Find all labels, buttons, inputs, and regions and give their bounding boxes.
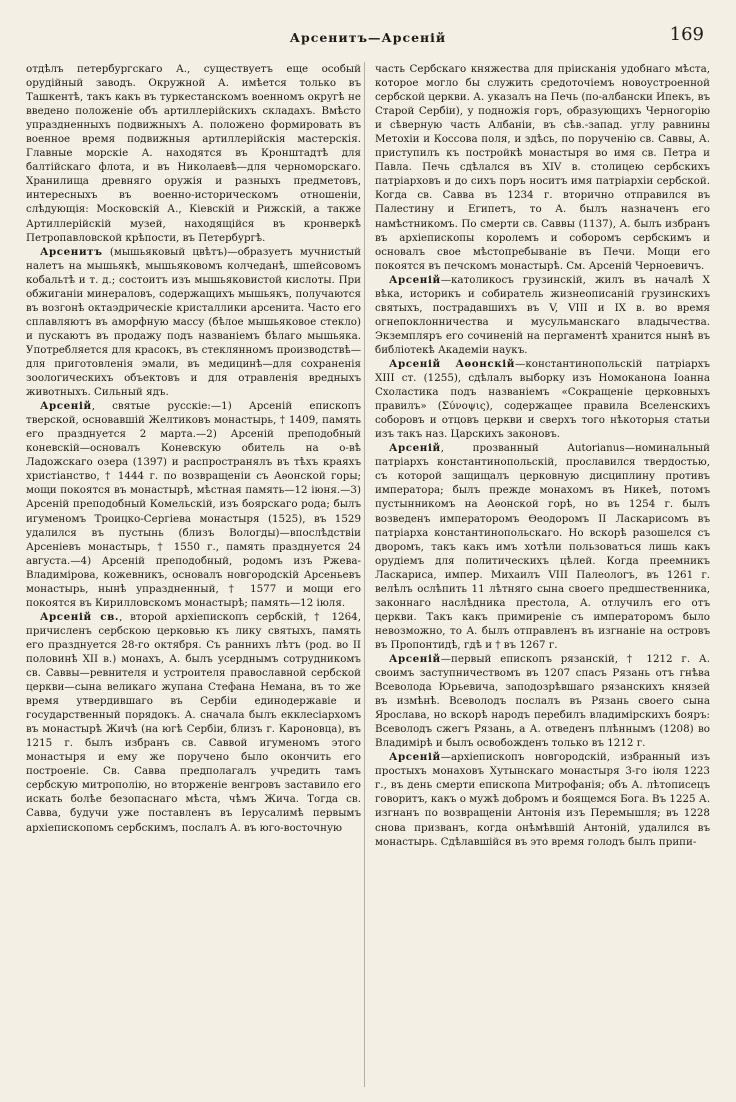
dictionary-entry xyxy=(375,750,710,848)
entry-headword: Арсеній xyxy=(389,751,441,764)
dictionary-entry xyxy=(26,610,361,835)
entry-text: , прозванный Autorianus—номинальный патріархъ константинопольскій, прославился твердостью, съ которой защищалъ церковную дисциплину противъ императора; былъ прежде монахомъ въ Никеѣ, потомъ пустынникомъ на Аѳонской горѣ, но въ 1254 г. былъ возведенъ императоромъ Ѳеодоромъ II Ласкарисомъ въ патріарха константинопольскаго. Но вскорѣ разошелся съ дворомъ, такъ какъ имъ хотѣли пользоваться лишь какъ орудіемъ для политическихъ цѣлей. Когда преемникъ Ласкариса, импер. Михаилъ VIII Палеологъ, въ 1261 г. велѣлъ ослѣпить 11 лѣтняго сына своего предшественника, законнаго наслѣдника престола, А. отлучилъ его отъ церкви. Такъ какъ примиреніе съ императоромъ было невозможно, то А. былъ отправленъ въ изгнаніе на островъ въ Пропонтидѣ, гдѣ и † въ 1267 г. xyxy=(375,442,710,651)
dictionary-entry xyxy=(26,399,361,610)
dictionary-entry xyxy=(26,245,361,400)
entry-headword: Арсеній xyxy=(389,442,441,455)
entry-headword: Арсеній xyxy=(389,273,441,286)
dictionary-entry xyxy=(375,441,710,652)
entry-text: —первый епископъ рязанскій, † 1212 г. А. своимъ заступничествомъ въ 1207 спасъ Рязань отъ гнѣва Всеволода Юрьевича, заподозрѣвшаго рязанскихъ князей въ измѣнѣ. Всеволодъ послалъ въ Рязань своего сына Ярослава, но вскорѣ народъ перебилъ владимірскихъ бояръ: Всеволодъ сжегъ Рязань, а А. отведенъ плѣннымъ (1208) во Владимірѣ и былъ освобожденъ только въ 1212 г. xyxy=(375,652,710,750)
column-divider xyxy=(364,62,365,1087)
dictionary-entry xyxy=(375,273,710,357)
dictionary-entry xyxy=(26,62,361,245)
running-head: Арсенитъ—Арсеній xyxy=(289,30,447,45)
entry-text: , второй архіепископъ сербскій, † 1264, причисленъ сербскою церковью къ лику святыхъ, память его празднуется 28-го октября. Съ раннихъ лѣтъ (род. во II половинѣ XII в.) монахъ, А. былъ усерднымъ сотрудникомъ св. Саввы—ревнителя и устроителя православной сербской церкви—сына великаго жупана Стефана Немана, въ то же время утвердившаго въ Сербіи единодержавіе и государственный порядокъ. А. сначала былъ екклесіархомъ въ монастырѣ Жичѣ (на югѣ Сербіи, близъ г. Кароновца), въ 1215 г. былъ избранъ св. Саввой игуменомъ этого монастыря и ему же поручено было окончить его построеніе. Св. Савва предполагалъ учредить тамъ сербскую митрополію, но вторженіе венгровъ заставило его искать болѣе безопаснаго мѣста, чѣмъ Жича. Тогда св. Савва, будучи уже поставленъ въ Іерусалимѣ первымъ архіепископомъ сербскимъ, послалъ А. въ юго-восточную xyxy=(26,610,361,834)
right-column xyxy=(375,62,710,1092)
entry-text: (мышьяковый цвѣтъ)—образуетъ мучнистый налетъ на мышьякѣ, мышьяковомъ колчеданѣ, шпейсовомъ кобальтѣ и т. д.; состоитъ изъ мышьяковистой кислоты. При обжиганіи минераловъ, содержащихъ мышьякъ, получаются въ возгонѣ октаэдрическіе кристаллики арсенита. Часто его сплавляютъ въ аморфную массу (бѣлое мышьяковое стекло) и пускаютъ въ продажу подъ названіемъ бѣлаго мышьяка. Употребляется для красокъ, въ стеклянномъ производствѣ—для приготовленія эмали, въ медицинѣ—для сохраненія зоологическихъ объектовъ и для отравленія вредныхъ животныхъ. Сильный ядъ. xyxy=(26,245,361,399)
entry-text: —константинопольскій патріархъ XIII ст. (1255), сдѣлалъ выборку изъ Номоканона Іоанна Схоластика подъ названіемъ «Сокращеніе церковныхъ правилъ» (Σύνοψις), содержащее правила Вселенскихъ соборовъ и отцовъ церкви и сверхъ того нѣкоторыя статьи изъ такъ наз. Царскихъ законовъ. xyxy=(375,357,710,441)
page-number: 169 xyxy=(669,24,704,45)
entry-headword: Арсеній xyxy=(40,400,92,413)
page-header xyxy=(26,22,710,50)
entry-text: —архіепископъ новгородскій, избранный изъ простыхъ монаховъ Хутынскаго монастыря 3-го іюля 1223 г., въ день смерти епископа Митрофанія; объ А. лѣтописецъ говоритъ, какъ о мужѣ добромъ и боящемся Бога. Въ 1225 А. изгнанъ по возвращеніи Антонія изъ Перемышля; въ 1228 снова призванъ, когда онѣмѣвшій Антоній, удалился въ монастырь. Сдѣлавшійся въ это время голодъ былъ припи- xyxy=(375,751,710,848)
entry-headword: Арсеній xyxy=(389,652,441,665)
left-column xyxy=(26,62,361,1092)
entry-text: , святые русскіе:—1) Арсеній епископъ тверской, основавшій Желтиковъ монастырь, † 1409, память его празднуется 2 марта.—2) Арсеній преподобный коневскій—основалъ Коневскую обитель на о-вѣ Ладожскаго озера (1397) и распространялъ въ тѣхъ краяхъ христіанство, † 1444 г. по возвращеніи съ Аѳонской горы; мощи покоятся въ монастырѣ, мѣстная память—12 іюня.—3) Арсеній преподобный Комельскій, изъ боярскаго рода; былъ игуменомъ Троицко-Сергіева монастыря (1525), въ 1529 удалился въ пустынь (близъ Вологды)—впослѣдствіи Арсеніевъ монастырь, † 1550 г., память празднуется 24 августа.—4) Арсеній преподобный, родомъ изъ Ржева-Владимірова, кожевникъ, основалъ новгородскій Арсеньевъ монастырь, нынѣ упраздненный, † 1577 и мощи его покоятся въ Кирилловскомъ монастырѣ; память—12 іюля. xyxy=(26,400,361,609)
entry-text: часть Сербскаго княжества для пріисканія удобнаго мѣста, которое могло бы служить средоточіемъ новоустроенной сербской церкви. А. указалъ на Печь (по-албански Ипекъ, въ Старой Сербіи), у подножія горъ, образующихъ Черногорію и сѣверную часть Албаніи, въ сѣв.-запад. углу равнины Метохіи и Коссова поля, и здѣсь, по порученію св. Саввы, А. приступилъ къ постройкѣ монастыря во имя св. Петра и Павла. Печь сдѣлался въ XIV в. столицею сербскихъ патріарховъ и до сихъ поръ носитъ имя патріархіи сербской. Когда св. Савва въ 1234 г. вторично отправился въ Палестину и Египетъ, то А. былъ назначенъ его намѣстникомъ. По смерти св. Саввы (1137), А. былъ избранъ въ архіепископы королемъ и соборомъ сербскимъ и основалъ свое мѣстопребываніе въ Печи. Мощи его покоятся въ печскомъ монастырѣ. См. Арсеній Черноевичъ. xyxy=(375,63,710,272)
dictionary-entry xyxy=(375,652,710,750)
entry-text: —католикосъ грузинскій, жилъ въ началѣ X вѣка, историкъ и собиратель жизнеописаній грузинскихъ святыхъ, пострадавшихъ въ V, VIII и IX в. во время огнепоклонничества и мусульманскаго владычества. Экземпляръ его сочиненій на пергаментѣ хранится нынѣ въ библіотекѣ Академіи наукъ. xyxy=(375,273,710,356)
entry-headword: Арсеній св. xyxy=(40,610,120,623)
text-columns xyxy=(26,62,710,1092)
dictionary-entry xyxy=(375,357,710,441)
entry-text: отдѣлъ петербургскаго А., существуетъ еще особый орудійный заводъ. Окружной А. имѣется только въ Ташкентѣ, такъ какъ въ туркестанскомъ военномъ округѣ не введено положеніе объ артиллерійскихъ складахъ. Вмѣсто упраздненныхъ подвижныхъ А. положено формировать въ военное время подвижныя артиллерійскія мастерскія. Главные морскіе А. находятся въ Кронштадтѣ для балтійскаго флота, и въ Николаевѣ—для черноморскаго. Хранилища древняго оружія и разныхъ предметовъ, интересныхъ въ военно-историческомъ отношеніи, слѣдующія: Московскій А., Кіевскій и Рижскій, а также Артиллерійскій музей, находящійся въ кронверкѣ Петропавловской крѣпости, въ Петербургѣ. xyxy=(26,63,361,244)
dictionary-entry xyxy=(375,62,710,273)
entry-headword: Арсенитъ xyxy=(40,245,103,258)
entry-headword: Арсеній Аѳонскій xyxy=(389,357,516,370)
